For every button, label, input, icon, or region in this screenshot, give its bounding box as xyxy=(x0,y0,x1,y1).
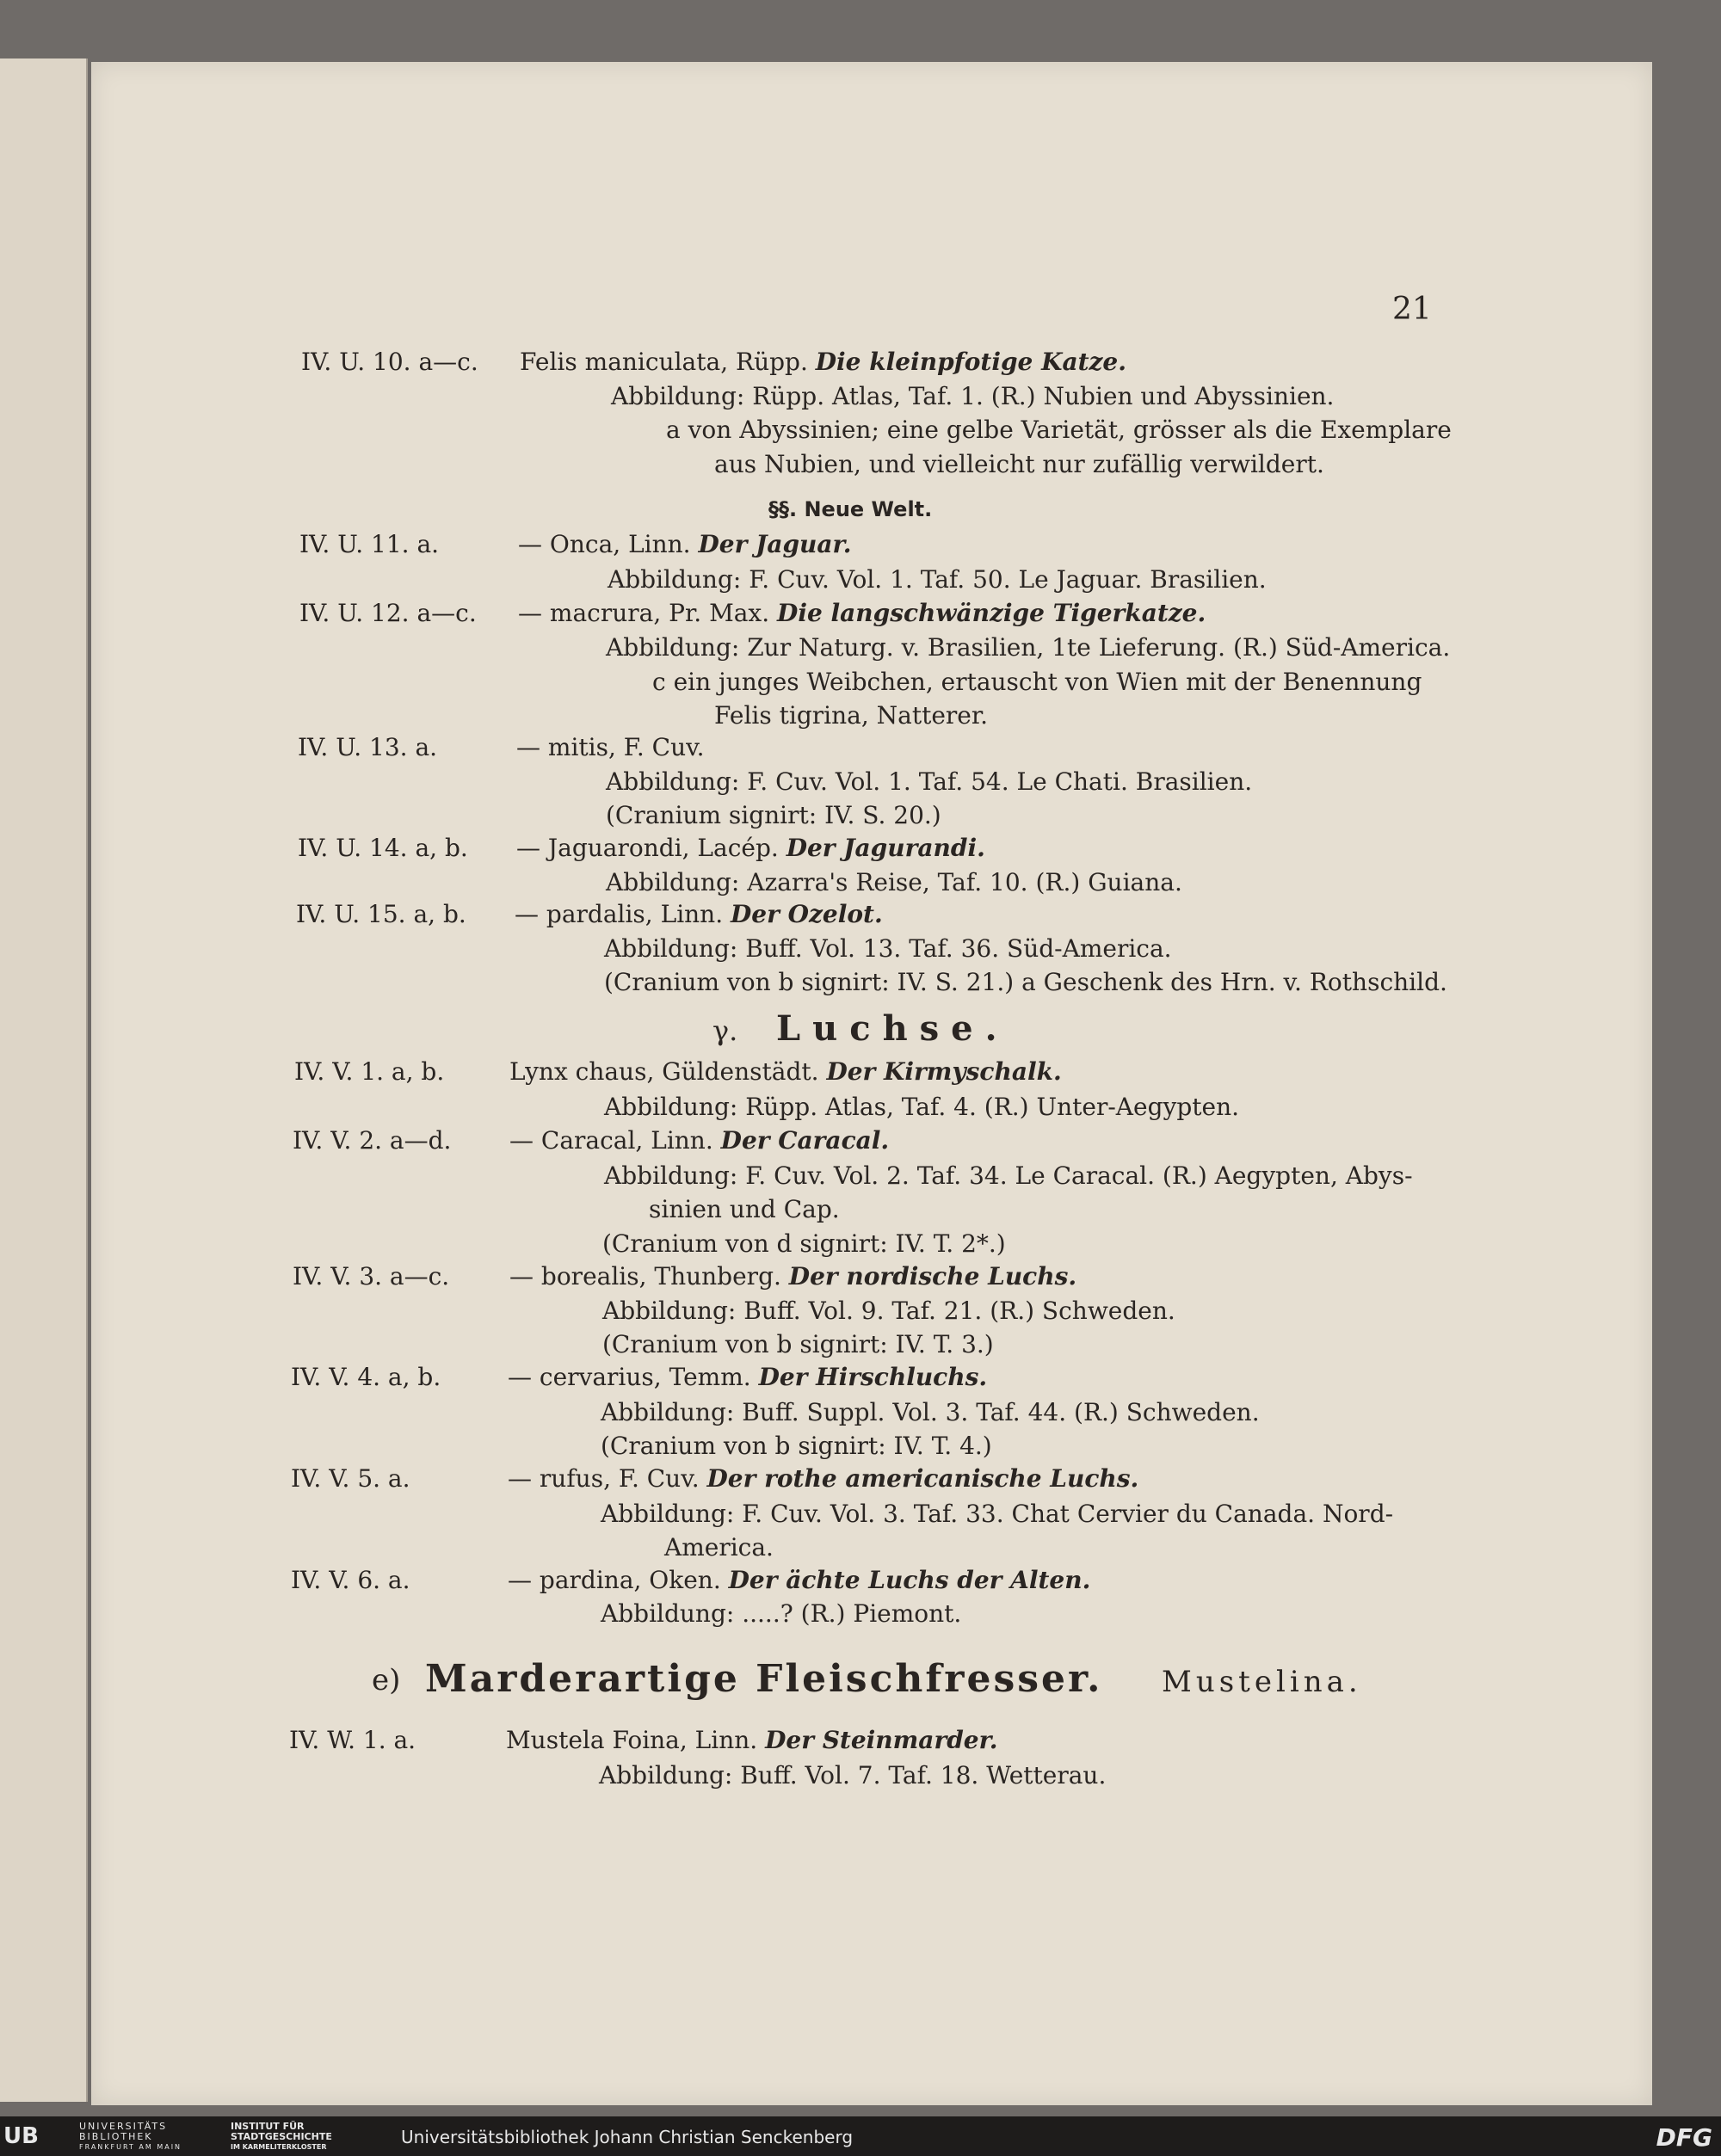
entry-line: Abbildung: Buff. Vol. 7. Taf. 18. Wetterau. xyxy=(599,1761,1107,1789)
entry-line: c ein junges Weibchen, ertauscht von Wien mit der Benennung xyxy=(652,668,1422,696)
entry-name: — rufus, F. Cuv. Der rothe americanische Luchs. xyxy=(508,1464,1139,1493)
entry-ref: IV. V. 1. a, b. xyxy=(294,1057,445,1086)
entry-name: — Jaguarondi, Lacép. Der Jagurandi. xyxy=(516,834,985,862)
entry-line: Abbildung: .....? (R.) Piemont. xyxy=(601,1599,962,1628)
entry-line: America. xyxy=(664,1533,774,1562)
entry-name: — cervarius, Temm. Der Hirschluchs. xyxy=(508,1363,988,1391)
section-heading: Luchse. xyxy=(776,1008,1009,1049)
section-subtitle: Mustelina. xyxy=(1162,1665,1362,1699)
entry-name: Felis maniculata, Rüpp. Die kleinpfotige Katze. xyxy=(520,348,1126,376)
section-heading: Marderartige Fleischfresser. xyxy=(425,1657,1103,1701)
university-library-label: UNIVERSITÄTS BIBLIOTHEK FRANKFURT AM MAIN xyxy=(79,2121,182,2151)
entry-name: — pardina, Oken. Der ächte Luchs der Alten. xyxy=(508,1566,1091,1594)
dfg-logo[interactable]: DFG xyxy=(1656,2123,1712,2152)
book-page xyxy=(91,62,1652,2105)
entry-line: Abbildung: F. Cuv. Vol. 2. Taf. 34. Le Caracal. (R.) Aegypten, Abys- xyxy=(604,1161,1413,1190)
entry-line: Abbildung: Zur Naturg. v. Brasilien, 1te Lieferung. (R.) Süd-America. xyxy=(606,633,1451,662)
entry-line: aus Nubien, und vielleicht nur zufällig verwildert. xyxy=(714,450,1324,478)
entry-line: sinien und Cap. xyxy=(649,1195,840,1223)
entry-ref: IV. W. 1. a. xyxy=(289,1726,416,1754)
entry-name: — macrura, Pr. Max. Die langschwänzige Tigerkatze. xyxy=(518,599,1206,627)
entry-line: (Cranium von b signirt: IV. S. 21.) a Geschenk des Hrn. v. Rothschild. xyxy=(604,968,1447,996)
entry-ref: IV. V. 3. a—c. xyxy=(293,1262,450,1291)
entry-line: a von Abyssinien; eine gelbe Varietät, grösser als die Exemplare xyxy=(666,416,1452,444)
section-prefix: e) xyxy=(372,1663,401,1697)
entry-line: (Cranium von b signirt: IV. T. 3.) xyxy=(602,1330,994,1358)
entry-ref: IV. V. 4. a, b. xyxy=(291,1363,441,1391)
entry-line: Abbildung: Buff. Vol. 13. Taf. 36. Süd-America. xyxy=(604,934,1172,963)
entry-name: Lynx chaus, Güldenstädt. Der Kirmyschalk. xyxy=(509,1057,1062,1086)
page-number: 21 xyxy=(1392,292,1432,327)
entry-ref: IV. U. 12. a—c. xyxy=(299,599,477,627)
entry-line: Abbildung: Rüpp. Atlas, Taf. 4. (R.) Unter-Aegypten. xyxy=(604,1093,1240,1121)
viewer-footer xyxy=(0,2116,1721,2156)
entry-name: — mitis, F. Cuv. xyxy=(516,733,705,761)
entry-ref: IV. U. 10. a—c. xyxy=(301,348,478,376)
entry-name: — Onca, Linn. Der Jaguar. xyxy=(518,530,852,558)
section-heading: §§. Neue Welt. xyxy=(768,497,933,521)
institute-label: INSTITUT FÜR STADTGESCHICHTE IM KARMELITERKLOSTER xyxy=(231,2121,332,2151)
entry-line: Abbildung: Azarra's Reise, Taf. 10. (R.) Guiana. xyxy=(606,868,1182,896)
entry-ref: IV. U. 14. a, b. xyxy=(298,834,468,862)
entry-line: Abbildung: F. Cuv. Vol. 3. Taf. 33. Chat Cervier du Canada. Nord- xyxy=(601,1500,1394,1528)
entry-ref: IV. V. 2. a—d. xyxy=(293,1126,452,1155)
entry-ref: IV. U. 11. a. xyxy=(299,530,440,558)
entry-line: Abbildung: F. Cuv. Vol. 1. Taf. 50. Le Jaguar. Brasilien. xyxy=(608,565,1267,594)
entry-ref: IV. V. 5. a. xyxy=(291,1464,410,1493)
entry-name: — Caracal, Linn. Der Caracal. xyxy=(509,1126,890,1155)
facing-page-edge xyxy=(0,59,88,2102)
entry-line: Felis tigrina, Natterer. xyxy=(714,701,989,730)
entry-line: (Cranium von b signirt: IV. T. 4.) xyxy=(601,1432,992,1460)
entry-line: (Cranium signirt: IV. S. 20.) xyxy=(606,801,941,829)
entry-ref: IV. U. 13. a. xyxy=(298,733,438,761)
entry-name: — pardalis, Linn. Der Ozelot. xyxy=(515,900,883,928)
entry-line: Abbildung: F. Cuv. Vol. 1. Taf. 54. Le Chati. Brasilien. xyxy=(606,767,1253,796)
library-name: Universitätsbibliothek Johann Christian Senckenberg xyxy=(401,2127,854,2147)
entry-ref: IV. U. 15. a, b. xyxy=(296,900,466,928)
entry-line: (Cranium von d signirt: IV. T. 2*.) xyxy=(602,1229,1006,1258)
section-prefix: γ. xyxy=(712,1014,738,1047)
entry-line: Abbildung: Buff. Suppl. Vol. 3. Taf. 44. (R.) Schweden. xyxy=(601,1398,1260,1426)
entry-ref: IV. V. 6. a. xyxy=(291,1566,410,1594)
entry-name: Mustela Foina, Linn. Der Steinmarder. xyxy=(506,1726,998,1754)
entry-name: — borealis, Thunberg. Der nordische Luchs. xyxy=(509,1262,1077,1291)
ub-logo[interactable]: UB xyxy=(3,2123,39,2149)
entry-line: Abbildung: Rüpp. Atlas, Taf. 1. (R.) Nubien und Abyssinien. xyxy=(611,382,1335,410)
entry-line: Abbildung: Buff. Vol. 9. Taf. 21. (R.) Schweden. xyxy=(602,1297,1175,1325)
